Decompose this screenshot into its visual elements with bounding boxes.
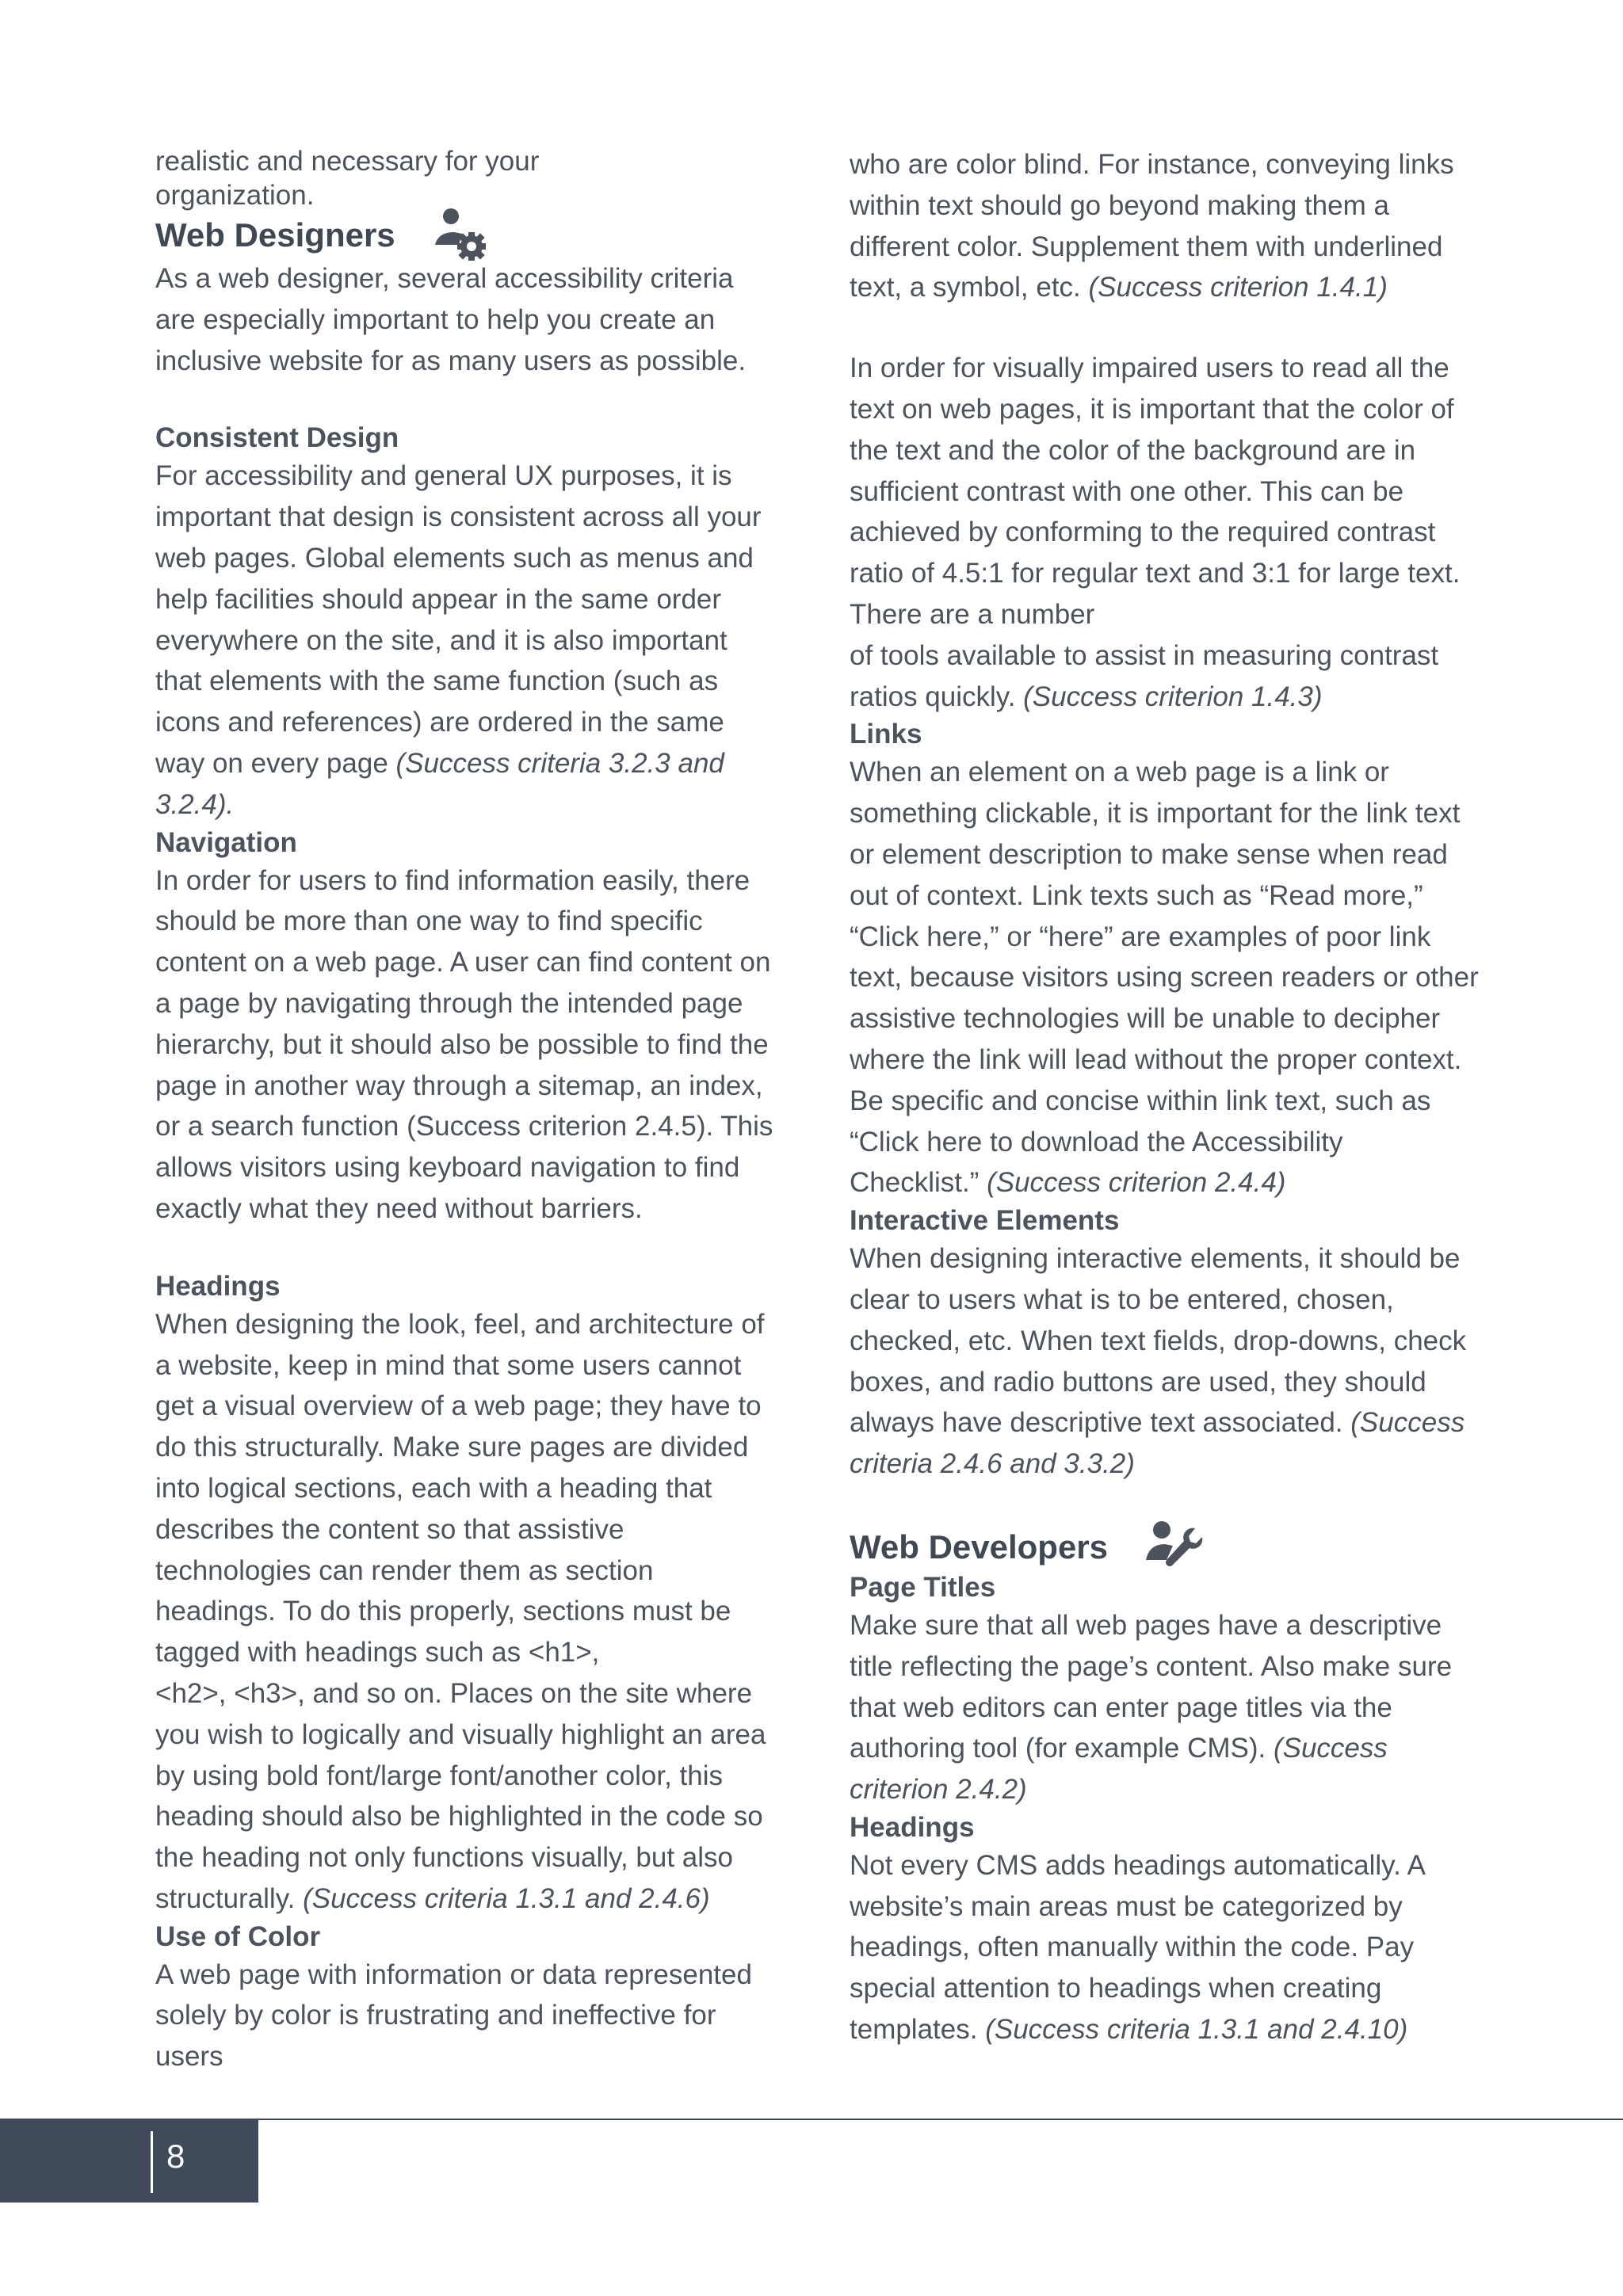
interactive-elements-text: When designing interactive elements, it should be clear to users what is to be entered, chosen, checked, etc. When text fields, drop-downs, check boxes, and radio buttons are used, they should always have descriptive text associated. bbox=[850, 1243, 1467, 1439]
web-designers-heading bbox=[155, 212, 781, 258]
page-titles-text: Make sure that all web pages have a descriptive title reflecting the page’s content. Also make sure that web editors can enter page titles via the authoring tool (for example CMS). bbox=[850, 1609, 1453, 1764]
interactive-elements-heading: Interactive Elements bbox=[850, 1205, 1120, 1237]
contrast-text: In order for visually impaired users to read all the text on web pages, it is important that the color of the text and the color of the background are in sufficient contrast with one other. This can be achieved by conforming to the required contrast ratio of 4.5:1 for regular text and 3:1 for large text. There are a number of tools available to assist in measuring contrast ratios quickly. bbox=[850, 353, 1461, 712]
web-designers-title: Web Designers bbox=[155, 216, 395, 254]
links-heading: Links bbox=[850, 719, 922, 750]
headings-text: When designing the look, feel, and architecture of a website, keep in mind that some users cannot get a visual overview of a web page; they have to do this structurally. Make sure pages are divided into logical sections, each with a heading that describes the content so that assistive technologies can render them as section headings. To do this properly, sections must be tagged with headings such as <h1>, <h2>, <h3>, and so on. Places on the site where you wish to logically and visually highlight an area by using bold font/large font/another color, this heading should also be highlighted in the code so the heading not only functions visually, but also structurally. bbox=[155, 1308, 766, 1914]
consistent-design-citation: (Success criteria 3.2.3 and 3.2.4). bbox=[155, 747, 724, 820]
contrast-citation: (Success criterion 1.4.3) bbox=[1023, 681, 1323, 712]
user-wrench-icon bbox=[1143, 1520, 1205, 1574]
consistent-design-heading: Consistent Design bbox=[155, 422, 399, 454]
links-text: When an element on a web page is a link or something clickable, it is important for the link text or element description to make sense when read out of context. Link texts such as “Read more,” “Click here,” or “here” are examples of poor link text, because visitors using screen readers or other assistive technologies will be unable to decipher where the link will lead without the proper context. Be specific and concise within link text, such as “Click here to download the Accessibility Checklist.” bbox=[850, 757, 1479, 1199]
consistent-design-text: For accessibility and general UX purposes, it is important that design is consistent across all your web pages. Global elements such as menus and help facilities should appear in the same order everywhere on the site, and it is also important that elements with the same function (such as icons and references) are ordered in the same way on every page bbox=[155, 460, 762, 779]
use-of-color-heading: Use of Color bbox=[155, 1920, 321, 1952]
right-column bbox=[850, 144, 1484, 2050]
headings-body bbox=[155, 1304, 781, 1920]
color-continuation bbox=[850, 144, 1484, 308]
intro-continuation: realistic and necessary for your organization. bbox=[155, 146, 540, 211]
page-titles-heading: Page Titles bbox=[850, 1571, 996, 1603]
navigation-heading: Navigation bbox=[155, 826, 297, 858]
interactive-elements-citation: (Success criteria 2.4.6 and 3.3.2) bbox=[850, 1407, 1465, 1480]
headings-dev-body bbox=[850, 1845, 1484, 2050]
web-developers-heading bbox=[850, 1524, 1484, 1570]
page-number-divider bbox=[151, 2131, 153, 2193]
color-continuation-citation: (Success criterion 1.4.1) bbox=[1088, 272, 1388, 303]
use-of-color-body: A web page with information or data represented solely by color is frustrating and ineffective for users bbox=[155, 1958, 752, 2073]
headings-dev-heading: Headings bbox=[850, 1811, 975, 1843]
navigation-body: In order for users to find information easily, there should be more than one way to find specific content on a web page. A user can find content on a page by navigating through the intended page hierarchy, but it should also be possible to find the page in another way through a sitemap, an index, or a search function (Success criterion 2.4.5). This allows visitors using keyboard navigation to find exactly what they need without barriers. bbox=[155, 864, 773, 1224]
interactive-elements-body bbox=[850, 1238, 1484, 1485]
web-developers-title: Web Developers bbox=[850, 1527, 1109, 1566]
left-column bbox=[155, 144, 781, 2077]
headings-dev-citation: (Success criteria 1.3.1 and 2.4.10) bbox=[985, 2014, 1408, 2046]
color-continuation-text: who are color blind. For instance, conveying links within text should go beyond making them a different color. Supplement them with underlined text, a symbol, etc. bbox=[850, 149, 1454, 303]
headings-heading: Headings bbox=[155, 1270, 281, 1302]
contrast-body bbox=[850, 348, 1484, 717]
headings-citation: (Success criteria 1.3.1 and 2.4.6) bbox=[303, 1882, 710, 1914]
footer-page-tab bbox=[0, 2120, 258, 2203]
consistent-design-body bbox=[155, 456, 781, 825]
page-number: 8 bbox=[166, 2138, 185, 2175]
user-gear-icon bbox=[430, 208, 492, 262]
links-body bbox=[850, 752, 1484, 1203]
web-designers-intro: As a web designer, several accessibility criteria are especially important to help you create an inclusive website for as many users as possible. bbox=[155, 263, 747, 376]
headings-dev-text: Not every CMS adds headings automatically. A website’s main areas must be categorized by headings, often manually within the code. Pay special attention to headings when creating templates. bbox=[850, 1849, 1426, 2046]
page-titles-body bbox=[850, 1605, 1484, 1810]
page-titles-citation: (Success criterion 2.4.2) bbox=[850, 1733, 1388, 1806]
links-citation: (Success criterion 2.4.4) bbox=[987, 1167, 1286, 1199]
